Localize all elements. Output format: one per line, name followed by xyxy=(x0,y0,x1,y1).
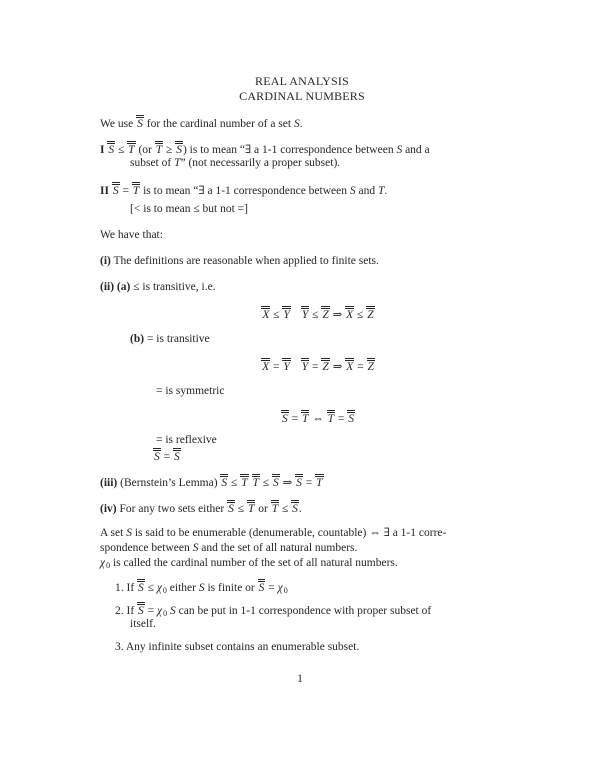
cardinal-double-overline-var: Z xyxy=(367,358,375,372)
doc-title-line xyxy=(100,74,504,89)
definition-II-line xyxy=(100,202,504,217)
math-var: S xyxy=(293,118,300,130)
text-run: either xyxy=(166,582,199,594)
text-run: For any two sets either xyxy=(116,503,228,515)
intro-paragraph xyxy=(100,115,504,130)
text-run: ≤ xyxy=(354,309,367,321)
text-run: ≤ xyxy=(270,309,283,321)
text-run: = is reflexive xyxy=(156,434,217,446)
cardinal-double-overline-var: T xyxy=(327,410,335,424)
text-run: = xyxy=(119,185,132,197)
text-run: REAL ANALYSIS xyxy=(255,74,349,88)
text-run: ” (not necessarily a proper subset). xyxy=(180,157,341,169)
text-run: is to mean “∃ a 1-1 correspondence between xyxy=(140,185,350,197)
cardinal-double-overline-var: S xyxy=(291,500,299,514)
text-run: = xyxy=(354,361,367,373)
math-var: S xyxy=(349,185,356,197)
cardinal-double-overline-var: S xyxy=(107,141,115,155)
text-run: for the cardinal number of a set xyxy=(143,118,294,130)
display-eq-transitive-line xyxy=(100,358,504,373)
item-iv-line xyxy=(100,500,504,515)
list-item-1-line xyxy=(100,579,504,594)
definition-I-line xyxy=(100,141,504,156)
math-var: χ xyxy=(156,582,162,594)
math-var: S xyxy=(169,605,176,617)
math-var: S xyxy=(396,144,403,156)
math-var: T xyxy=(377,185,385,197)
display-eq-symmetric-line xyxy=(100,410,504,425)
text-run: ≤ is transitive, i.e. xyxy=(130,281,216,293)
math-var: χ xyxy=(277,582,283,594)
item-ii-b xyxy=(100,332,504,347)
cardinal-double-overline-var: S xyxy=(153,448,161,462)
item-iv xyxy=(100,500,504,515)
text-run: = xyxy=(309,361,322,373)
text-run: is called the cardinal number of the set of all natural numbers. xyxy=(110,557,398,569)
cardinal-double-overline-var: T xyxy=(315,474,323,488)
list-item-1 xyxy=(100,579,504,594)
text-run: [< is to mean ≤ but not =] xyxy=(130,203,248,215)
definition-II-line xyxy=(100,182,504,197)
enumerable-paragraph xyxy=(100,526,504,571)
cardinal-double-overline-var: S xyxy=(136,115,144,129)
text-run: = xyxy=(160,451,173,463)
text-run: = xyxy=(270,361,283,373)
cardinal-double-overline-var: X xyxy=(261,358,270,372)
text-run: ≤ xyxy=(115,144,128,156)
text-run: . xyxy=(384,185,388,197)
math-var: S xyxy=(126,527,132,539)
text-run: is said to be enumerable (denumerable, countable) ⇔ ∃ a 1-1 corre- xyxy=(131,527,447,539)
doc-title xyxy=(100,74,504,104)
text-run: or xyxy=(255,503,271,515)
bold-label: (i) xyxy=(100,255,111,267)
display-leq-transitive xyxy=(100,306,504,321)
text-run: = xyxy=(335,413,348,425)
cardinal-double-overline-var: S xyxy=(258,579,266,593)
math-var: S xyxy=(198,582,205,594)
text-run: ≤ xyxy=(144,582,157,594)
item-ii-b-line xyxy=(100,332,504,347)
cardinal-double-overline-var: S xyxy=(272,474,280,488)
cardinal-double-overline-var: X xyxy=(345,358,354,372)
text-run: ⇔ xyxy=(309,413,327,425)
subscript: 0 xyxy=(163,609,168,618)
cardinal-double-overline-var: S xyxy=(137,602,145,616)
list-item-2-line xyxy=(100,617,504,632)
text-run: ≤ xyxy=(279,503,292,515)
text-run: 3. Any infinite subset contains an enumerable subset. xyxy=(115,641,360,653)
text-run: and xyxy=(355,185,378,197)
cardinal-double-overline-var: S xyxy=(347,410,355,424)
cardinal-double-overline-var: T xyxy=(127,141,135,155)
text-run: We have that: xyxy=(100,229,163,241)
item-ii-a-line xyxy=(100,280,504,295)
text-run: ⇒ xyxy=(279,477,296,489)
eq-reflexive-line xyxy=(100,433,504,448)
text-run: itself. xyxy=(130,618,156,630)
cardinal-double-overline-var: Y xyxy=(282,306,290,320)
item-ii-a xyxy=(100,280,504,295)
text-run: = xyxy=(288,413,301,425)
text-run: . xyxy=(299,118,303,130)
math-var: χ xyxy=(100,557,106,569)
cardinal-double-overline-var: X xyxy=(261,306,270,320)
text-run: = is transitive xyxy=(144,333,210,345)
text-run: ≤ xyxy=(234,503,247,515)
text-run: (or xyxy=(135,144,155,156)
item-i xyxy=(100,254,504,269)
list-item-2-line xyxy=(100,602,504,617)
text-run: . xyxy=(298,503,302,515)
cardinal-double-overline-var: Z xyxy=(321,306,329,320)
eq-symmetric-label-line xyxy=(100,384,504,399)
cardinal-double-overline-var: S xyxy=(175,141,183,155)
definition-II xyxy=(100,182,504,217)
cardinal-double-overline-var: Z xyxy=(366,306,374,320)
text-run: (Bernstein’s Lemma) xyxy=(117,477,221,489)
cardinal-double-overline-var: Y xyxy=(301,306,309,320)
cardinal-double-overline-var: S xyxy=(295,474,303,488)
text-run: is finite or xyxy=(204,582,258,594)
document-content xyxy=(100,74,504,655)
cardinal-double-overline-var: Y xyxy=(301,358,309,372)
text-run: We use xyxy=(100,118,137,130)
intro-paragraph-line xyxy=(100,115,504,130)
eq-symmetric-label xyxy=(100,384,504,399)
text-run: = is symmetric xyxy=(156,385,225,397)
list-item-3 xyxy=(100,640,504,655)
subscript: 0 xyxy=(162,586,167,595)
page-number: 1 xyxy=(297,673,303,685)
text-run: ⇒ xyxy=(329,361,346,373)
cardinal-double-overline-var: S xyxy=(173,448,181,462)
cardinal-double-overline-var: T xyxy=(271,500,279,514)
cardinal-double-overline-var: S xyxy=(281,410,289,424)
cardinal-double-overline-var: Z xyxy=(321,358,329,372)
eq-reflexive xyxy=(100,433,504,463)
text-run: and a xyxy=(402,144,430,156)
text-run: 2. If xyxy=(115,605,138,617)
bold-label: I xyxy=(100,144,105,156)
cardinal-double-overline-var: S xyxy=(137,579,145,593)
cardinal-double-overline-var: X xyxy=(345,306,354,320)
text-run: = xyxy=(144,605,158,617)
bold-label: (iii) xyxy=(100,477,118,489)
text-run: ≤ xyxy=(259,477,272,489)
subscript: 0 xyxy=(106,561,111,570)
display-eq-symmetric xyxy=(100,410,504,425)
bold-label: (ii) (a) xyxy=(100,281,131,293)
cardinal-double-overline-var: Y xyxy=(282,358,290,372)
text-run: = xyxy=(302,477,316,489)
text-run: CARDINAL NUMBERS xyxy=(239,89,365,103)
cardinal-double-overline-var: T xyxy=(301,410,309,424)
list-item-3-line xyxy=(100,640,504,655)
text-run: The definitions are reasonable when applied to finite sets. xyxy=(110,255,379,267)
bold-label: (b) xyxy=(130,333,145,345)
definition-I xyxy=(100,141,504,171)
text-run: = xyxy=(265,582,278,594)
text-run: 1. If xyxy=(115,582,138,594)
enumerable-paragraph-line xyxy=(100,526,504,541)
list-item-2 xyxy=(100,602,504,632)
math-var: T xyxy=(174,157,181,169)
text-run: subset of xyxy=(130,157,175,169)
item-iii-bernstein xyxy=(100,474,504,489)
cardinal-double-overline-var: T xyxy=(240,474,248,488)
bold-label: II xyxy=(100,185,109,197)
text-run: ≤ xyxy=(309,309,322,321)
text-run: ⇒ xyxy=(329,309,346,321)
cardinal-double-overline-var: T xyxy=(252,474,260,488)
item-iii-bernstein-line xyxy=(100,474,504,489)
we-have-that xyxy=(100,228,504,243)
cardinal-double-overline-var: T xyxy=(155,141,163,155)
text-run: spondence between xyxy=(100,542,193,554)
enumerable-paragraph-line xyxy=(100,541,504,556)
text-run: A set xyxy=(100,527,127,539)
cardinal-double-overline-var: S xyxy=(227,500,235,514)
subscript: 0 xyxy=(283,586,288,595)
text-run: and the set of all natural numbers. xyxy=(198,542,358,554)
cardinal-double-overline-var: S xyxy=(112,182,120,196)
doc-title-line xyxy=(100,89,504,104)
math-var: χ xyxy=(157,605,163,617)
text-run: ) is to mean “∃ a 1-1 correspondence between xyxy=(182,144,397,156)
item-i-line xyxy=(100,254,504,269)
bold-label: (iv) xyxy=(100,503,117,515)
text-run: ≥ xyxy=(163,144,176,156)
definition-I-line xyxy=(100,156,504,171)
cardinal-double-overline-var: T xyxy=(247,500,255,514)
cardinal-double-overline-var: S xyxy=(220,474,228,488)
enumerable-paragraph-line xyxy=(100,556,504,571)
display-leq-transitive-line xyxy=(100,306,504,321)
text-run: can be put in 1-1 correspondence with proper subset of xyxy=(175,605,432,617)
math-var: S xyxy=(192,542,199,554)
text-run: ≤ xyxy=(228,477,241,489)
we-have-that-line xyxy=(100,228,504,243)
display-eq-transitive xyxy=(100,358,504,373)
eq-reflexive-line xyxy=(100,448,504,463)
cardinal-double-overline-var: T xyxy=(132,182,140,196)
